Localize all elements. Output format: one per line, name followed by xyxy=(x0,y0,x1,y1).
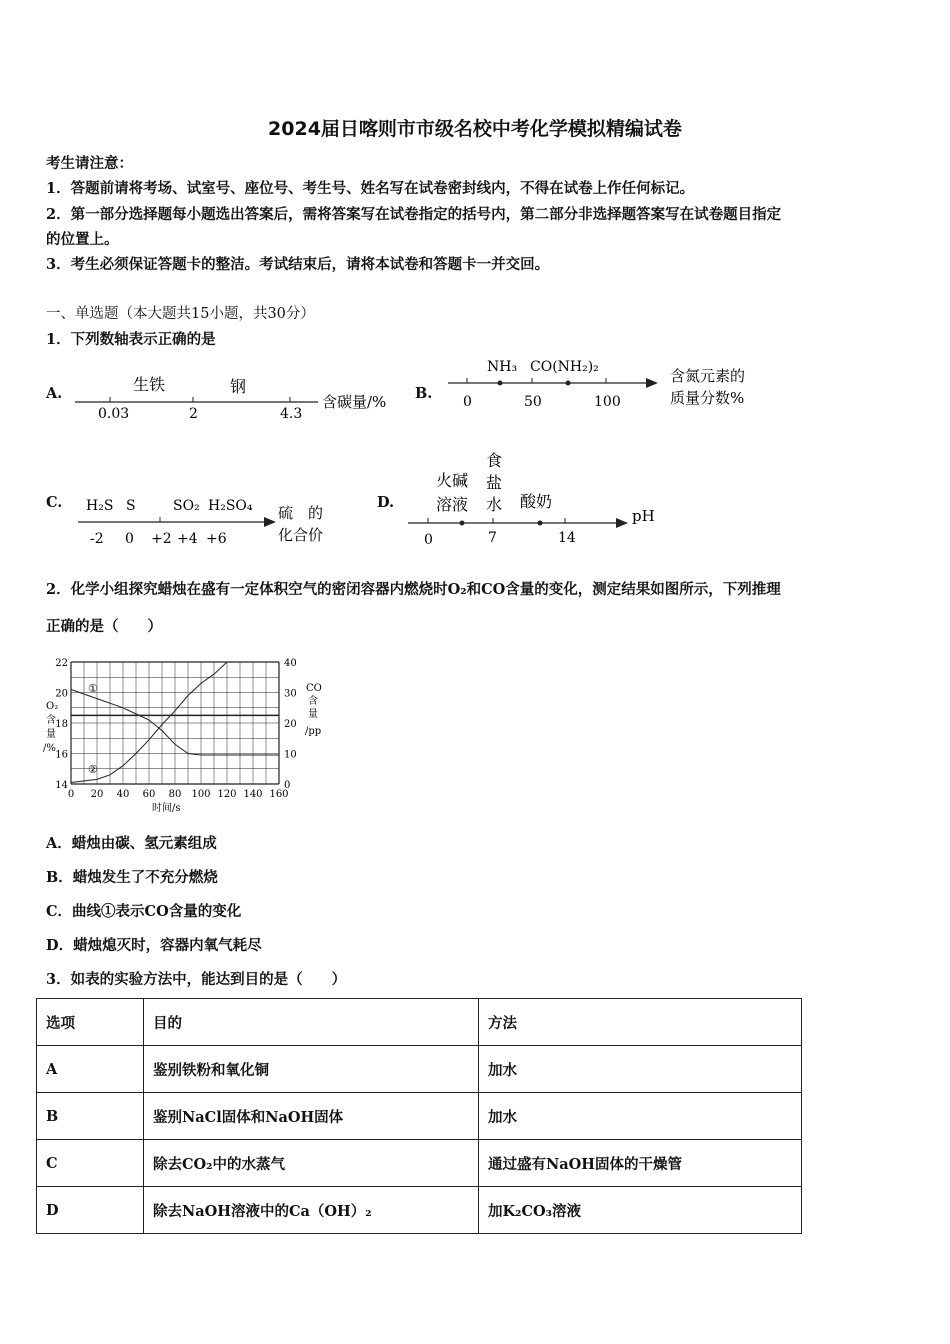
table-cell: A xyxy=(37,1046,144,1093)
y-tick-label: 14 xyxy=(55,780,68,791)
q1-stem: 1．下列数轴表示正确的是 xyxy=(46,331,216,348)
q1-option-c-letter: C. xyxy=(46,494,63,511)
q1b-axis-label-2: 质量分数% xyxy=(670,389,745,407)
q1d-label-6: 酸奶 xyxy=(520,492,553,511)
q1b-tick-1: 0 xyxy=(463,394,472,410)
y-tick-labels xyxy=(55,658,68,791)
y-axis-label-line3: 量 xyxy=(46,729,56,740)
q1c-label-s: S xyxy=(126,498,136,514)
q1c-label-so2: SO₂ xyxy=(173,498,200,514)
q1c-axis-label-2: 化合价 xyxy=(278,526,324,544)
notice-heading: 考生请注意： xyxy=(46,155,133,172)
q2-option-a: A．蜡烛由碳、氢元素组成 xyxy=(46,835,217,852)
y-tick-label: 18 xyxy=(55,719,68,730)
q1b-axis-label-1: 含氮元素的 xyxy=(670,367,746,385)
q3-stem: 3．如表的实验方法中，能达到目的是（ ） xyxy=(46,971,347,988)
table-cell: 鉴别NaCl固体和NaOH固体 xyxy=(144,1093,479,1140)
y-tick-label: 16 xyxy=(55,749,68,761)
q1d-tick-2: 7 xyxy=(488,530,497,546)
series-2-marker: ② xyxy=(88,763,98,776)
table-header-row xyxy=(37,999,802,1046)
q1a-label-steel: 钢 xyxy=(230,377,247,396)
y2-axis-label-line2: 含 xyxy=(308,696,318,707)
table-cell: 加水 xyxy=(479,1046,802,1093)
table-cell: 除去CO₂中的水蒸气 xyxy=(144,1140,479,1187)
x-axis-label: 时间/s xyxy=(152,803,181,814)
y-tick-label: 22 xyxy=(55,658,68,669)
notice-item-3: 3．考生必须保证答题卡的整洁。考试结束后，请将本试卷和答题卡一并交回。 xyxy=(46,256,550,273)
q2-option-d: D．蜡烛熄灭时，容器内氧气耗尽 xyxy=(46,937,262,954)
q1c-label-h2s: H₂S xyxy=(86,498,114,514)
q2-option-b: B．蜡烛发生了不充分燃烧 xyxy=(46,869,218,886)
x-tick-label: 40 xyxy=(116,789,130,800)
q1a-tick-3: 4.3 xyxy=(280,406,303,422)
notice-item-2-cont: 的位置上。 xyxy=(46,231,119,248)
q1a-tick-2: 2 xyxy=(189,406,198,422)
section-heading: 一、单选题（本大题共15小题，共30分） xyxy=(46,306,315,322)
q1c-tick-4: +4 xyxy=(177,531,198,547)
q1c-tick-3: +2 xyxy=(151,531,172,547)
q1-option-b-axis xyxy=(440,352,770,414)
table-cell: 加水 xyxy=(479,1093,802,1140)
y2-tick-label: 10 xyxy=(284,749,297,761)
x-tick-label: 0 xyxy=(67,789,75,800)
table-header-cell: 方法 xyxy=(479,999,802,1046)
x-tick-label: 60 xyxy=(142,789,156,800)
chart-grid xyxy=(71,662,279,784)
x-tick-label: 120 xyxy=(217,789,237,800)
q1d-label-2: 溶液 xyxy=(436,495,469,514)
q1b-tick-3: 100 xyxy=(594,394,621,410)
q1d-label-3: 食 xyxy=(486,451,503,470)
q1-option-a-letter: A. xyxy=(46,385,63,402)
q2-chart xyxy=(40,645,330,820)
q1d-label-1: 火碱 xyxy=(436,471,469,490)
x-tick-label: 100 xyxy=(191,789,211,800)
table-cell: 鉴别铁粉和氧化铜 xyxy=(144,1046,479,1093)
q1b-tick-2: 50 xyxy=(524,394,542,410)
y-axis-label-line2: 含 xyxy=(46,715,56,726)
q1-option-a-axis xyxy=(70,365,410,425)
y2-axis-label-line4: /pp xyxy=(305,726,322,737)
q1a-tick-1: 0.03 xyxy=(98,406,130,422)
table-cell: C xyxy=(37,1140,144,1187)
x-tick-label: 160 xyxy=(269,789,289,800)
y2-axis-label-line3: 量 xyxy=(308,709,318,720)
q1-option-b-letter: B. xyxy=(415,385,433,402)
x-tick-label: 140 xyxy=(243,789,263,800)
q1b-label-nh3: NH₃ xyxy=(487,359,518,375)
q1-option-d-axis xyxy=(400,448,670,550)
q2-option-c: C．曲线①表示CO含量的变化 xyxy=(46,903,242,920)
table-row xyxy=(37,1093,802,1140)
q1d-label-5: 水 xyxy=(486,495,503,514)
q1a-label-pig-iron: 生铁 xyxy=(133,375,166,394)
q1-option-d-letter: D. xyxy=(377,494,395,511)
y2-tick-labels xyxy=(284,658,297,791)
q2-stem-line2: 正确的是（ ） xyxy=(46,618,162,635)
y-tick-label: 20 xyxy=(55,688,68,700)
x-tick-label: 80 xyxy=(168,789,182,800)
q1c-tick-2: 0 xyxy=(125,531,134,547)
x-tick-labels xyxy=(68,789,289,800)
q1d-label-4: 盐 xyxy=(486,473,503,492)
q3-table xyxy=(36,998,802,1234)
y2-tick-label: 40 xyxy=(284,658,297,669)
notice-item-1: 1．答题前请将考场、试室号、座位号、考生号、姓名写在试卷密封线内，不得在试卷上作任何标记。 xyxy=(46,180,695,197)
y2-tick-label: 30 xyxy=(284,688,297,700)
y2-axis-label-line1: CO xyxy=(306,683,322,694)
q1c-tick-1: -2 xyxy=(90,531,104,547)
table-row xyxy=(37,1046,802,1093)
y-axis-label-line1: O₂ xyxy=(46,701,59,712)
q1c-axis-label-1: 硫 的 xyxy=(278,504,324,522)
q1a-axis-label: 含碳量/% xyxy=(322,393,387,411)
table-cell: B xyxy=(37,1093,144,1140)
q1d-axis-label: pH xyxy=(632,507,655,525)
y2-tick-label: 20 xyxy=(284,719,297,730)
q1d-tick-3: 14 xyxy=(558,530,576,546)
table-cell: 通过盛有NaOH固体的干燥管 xyxy=(479,1140,802,1187)
q1b-label-urea: CO(NH₂)₂ xyxy=(530,359,599,375)
table-cell: 加K₂CO₃溶液 xyxy=(479,1187,802,1234)
table-cell: 除去NaOH溶液中的Ca（OH）₂ xyxy=(144,1187,479,1234)
q1d-tick-1: 0 xyxy=(424,532,433,548)
table-row xyxy=(37,1140,802,1187)
q1c-label-h2so4: H₂SO₄ xyxy=(208,498,253,514)
q2-stem-line1: 2．化学小组探究蜡烛在盛有一定体积空气的密闭容器内燃烧时O₂和CO含量的变化，测定结果如图所示，下列推理 xyxy=(46,581,781,598)
y2-tick-label: 0 xyxy=(284,780,291,791)
page-title: 2024届日喀则市市级名校中考化学模拟精编试卷 xyxy=(268,118,682,140)
y2-axis-label xyxy=(305,683,322,737)
table-cell: D xyxy=(37,1187,144,1234)
table-row xyxy=(37,1187,802,1234)
x-tick-label: 20 xyxy=(90,789,104,800)
series-1-marker: ① xyxy=(88,682,98,695)
q1c-tick-5: +6 xyxy=(206,531,227,547)
table-header-cell: 目的 xyxy=(144,999,479,1046)
notice-item-2: 2．第一部分选择题每小题选出答案后，需将答案写在试卷指定的括号内，第二部分非选择题答案写在试卷题目指定 xyxy=(46,206,782,223)
y-axis-label-line4: /% xyxy=(43,743,56,754)
table-header-cell: 选项 xyxy=(37,999,144,1046)
q1-option-c-axis xyxy=(70,490,360,550)
